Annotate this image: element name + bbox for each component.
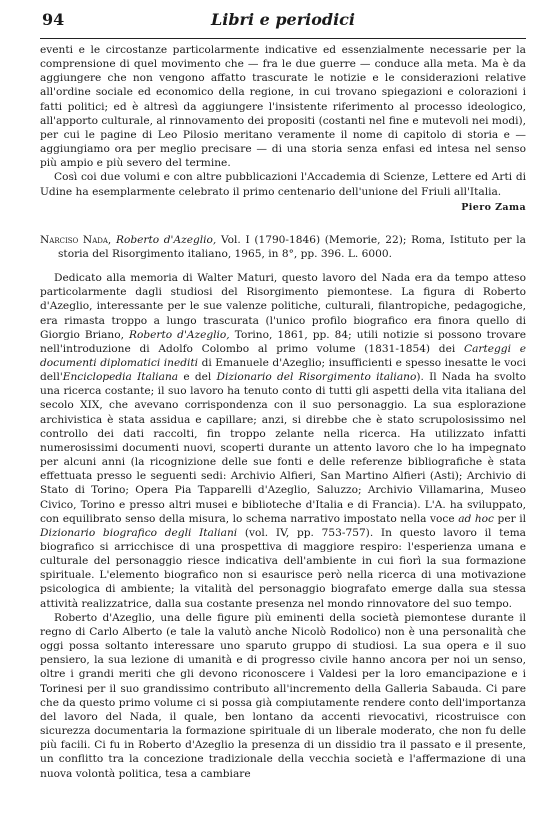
italic-title: Dizionario del Risorgimento italiano	[216, 371, 417, 384]
body-paragraph	[40, 271, 526, 611]
body-paragraph: Roberto d'Azeglio, una delle figure più eminenti della società piemontese durante il regno di Carlo Alberto (e tale la valutò anche Nicolò Rodolico) non è una personalità che oggi possa soltanto interessare uno sparuto gruppo di studiosi. La sua opera e il suo pensiero, la sua lezione di umanità e di progresso civile hanno ancora per noi un senso, oltre i grandi meriti che gli devono riconoscere i Valdesi per la loro emancipazione e i Torinesi per il suo grandissimo contributo all'incremento della Galleria Sabauda. Ci pare che da questo primo volume ci si possa già compiutamente rendere conto dell'importanza del lavoro del Nada, il quale, ben lontano da accenti rievocativi, ricostruisce con sicurezza documentaria la formazione spirituale di un liberale moderato, che non fu delle più facili. Ci fu in Roberto d'Azeglio la presenza di un dissidio tra il passato e il presente, un conflitto tra la concezione tradizionale della vecchia società e l'affermazione di una nuova volontà politica, tesa a cambiare	[40, 611, 526, 780]
text-run: Torino, 1861, pp. 84; utili notizie si possono trovare nell'introduzione di Adolfo Colombo al primo volume (1831-1854) dei	[40, 328, 526, 355]
journal-page	[40, 0, 526, 781]
text-run: per il	[497, 512, 526, 525]
text-run: (vol. IV, pp. 753-757). In questo lavoro il tema biografico si arricchisce di una prospettiva di maggiore respiro: l'esperienza umana e culturale del personaggio riesce indicativa dell'ambiente in cui fiorì la sua formazione spirituale. L'elemento biografico non si esaurisce però nella ricerca di una motivazione psicologica di ambiente; la vitalità del personaggio biografato emerge dalla sua stessa attività realizzatrice, dalla sua costante presenza nel mondo rinnovatore del suo tempo.	[40, 526, 526, 610]
text-run: e del	[183, 371, 212, 384]
review-body	[40, 271, 526, 781]
reviewer-signature: Piero Zama	[461, 201, 526, 213]
review-citation	[40, 233, 526, 261]
italic-phrase: ad hoc	[458, 512, 494, 525]
body-paragraph: Così coi due volumi e con altre pubblicazioni l'Accademia di Scienze, Lettere ed Arti di Udine ha esemplarmente celebrato il primo centenario dell'unione del Friuli all'Italia.	[40, 171, 526, 198]
body-paragraph: eventi e le circostanze particolarmente indicative ed essenzialmente necessarie per la comprensione di quel movimento che — fra le due guerre — conduce alla meta. Ma è da aggiungere che non vengono affatto trascurate le notizie e le considerazioni relative all'ordine sociale ed economico della regione, in cui trovano spiegazioni e colorazioni i fatti politici; ed è altresì da aggiungere l'insistente riferimento al processo ideologico, all'apporto culturale, al rinnovamento dei propositi (costanti nel fine e mutevoli nei modi), per cui le pagine di Leo Pilosio meritano veramente il nome di capitolo di storia e — aggiungiamo ora per meglio precisare — di una storia senza enfasi ed intesa nel senso più ampio e più severo del termine.	[40, 44, 526, 170]
book-author: Narciso Nada,	[40, 233, 112, 246]
text-run: di Emanuele d'Azeglio; insufficienti e spesso inesatte le voci dell'	[40, 356, 526, 384]
italic-title: Dizionario biografico degli Italiani	[40, 526, 238, 539]
running-title: Libri e periodici	[211, 10, 355, 29]
text-run: ). Il Nada ha svolto una ricerca costante; il suo lavoro ha tenuto conto di tutti gli aspetti della vita italiana del secolo XIX, che avevano corrispondenza con il suo personaggio. La sua esplorazione archivistica è stata assidua e capillare; anzi, si direbbe che è stato scrupolosissimo nel controllo dei dati raccolti, fin troppo zelante nella ricerca. Ha utilizzato infatti numerosissimi documenti nuovi, scoperti durante un attento lavoro che lo ha impegnato per alcuni anni (la ricognizione delle sue fonti e delle referenze bibliografiche è stata effettuata presso le seguenti sedi: Archivio Alfieri, San Martino Alfieri (Asti); Archivio di Stato di Torino; Opera Pia Tapparelli d'Azeglio, Saluzzo; Archivio Villamarina, Museo Civico, Torino e presso altri musei e biblioteche d'Italia e di Francia). L'A. ha sviluppato, con equilibrato senso della misura, lo schema narrativo impostato nella voce	[40, 371, 527, 525]
italic-title: Enciclopedia Italiana	[62, 371, 179, 384]
page-header	[40, 8, 526, 39]
previous-review-conclusion	[40, 43, 526, 215]
italic-title: Carteggi e documenti diplomatici inediti	[40, 342, 526, 369]
text-run: Dedicato alla memoria di Walter Maturi, questo lavoro del Nada era da tempo atteso particolarmente dagli studiosi del Risorgimento piemontese. La figura di Roberto d'Azeglio, interessante per le sue valenze politiche, culturali, filantropiche, pedagogiche, era rimasta troppo a lungo trascurata (l'unico profilo biografico era finora quello di Giorgio Briano,	[40, 272, 526, 341]
italic-title: Roberto d'Azeglio,	[129, 328, 230, 341]
page-number: 94	[42, 10, 65, 29]
book-details: Vol. I (1790-1846) (Memorie, 22); Roma, Istituto per la storia del Risorgimento italiano, 1965, in 8°, pp. 396. L. 6000.	[58, 233, 526, 260]
book-title: Roberto d'Azeglio,	[115, 233, 217, 246]
